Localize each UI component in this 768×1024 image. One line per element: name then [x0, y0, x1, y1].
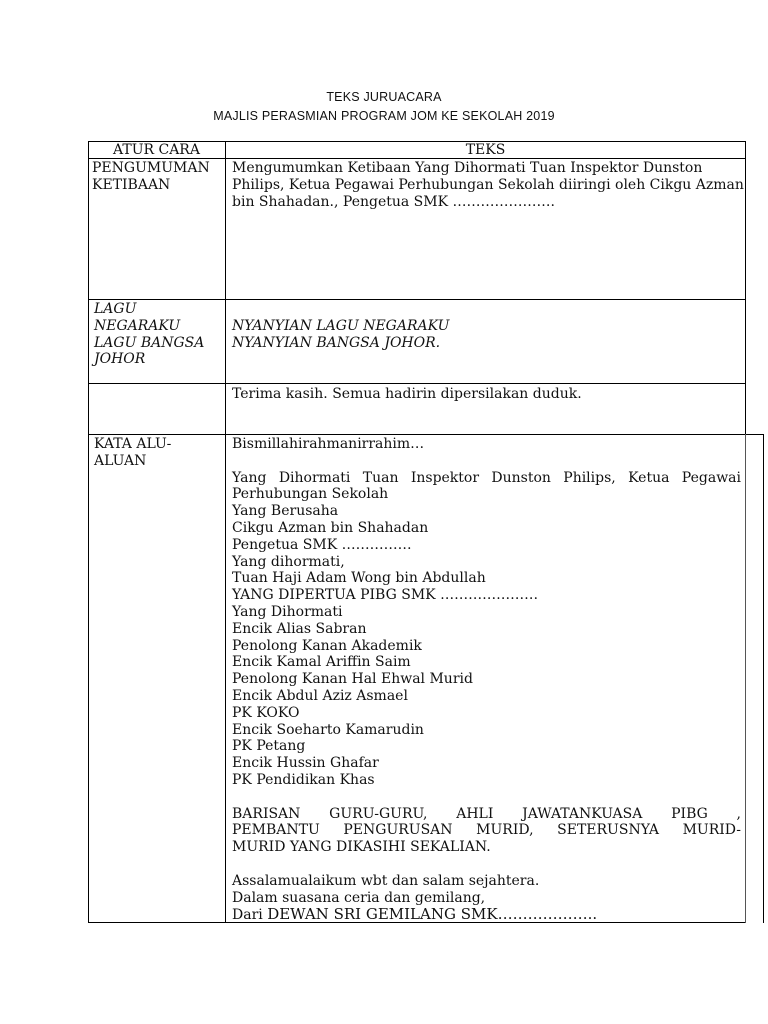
row2-atur-cara: LAGU NEGARAKU LAGU BANGSA JOHOR — [94, 301, 205, 368]
closing-lines: Assalamualaikum wbt dan salam sejahtera. Dalam suasana ceria dan gemilang, — [232, 872, 540, 906]
document-subtitle: MAJLIS PERASMIAN PROGRAM JOM KE SEKOLAH 2019 — [213, 109, 555, 123]
row1-teks: Mengumumkan Ketibaan Yang Dihormati Tuan Inspektor Dunston Philips, Ketua Pegawai Perhubungan Sekolah diiringi oleh Cikgu Azman bin Shahadan., Pengetua SMK …………………. — [232, 160, 744, 210]
row2-teks: NYANYIAN LAGU NEGARAKU NYANYIAN BANGSA JOHOR. — [232, 318, 450, 351]
document-title: TEKS JURUACARA — [326, 90, 442, 104]
greeting-list: Perhubungan Sekolah Yang Berusaha Cikgu Azman bin Shahadan Pengetua SMK …………… Yang dihormati, Tuan Haji Adam Wong bin Abdullah YANG DIPERTUA PIBG SMK ………………… Yang Dihormati Encik Alias Sabran Penolong Kanan Akademik Encik Kamal Ariffin Saim Penolong Kanan Hal Ehwal Murid Encik Abdul Aziz Asmael PK KOKO Encik Soeharto Kamarudin PK Petang Encik Hussin Ghafar PK Pendidikan Khas — [232, 486, 539, 788]
final-line: Dari DEWAN SRI GEMILANG SMK……………….. — [232, 905, 598, 924]
venue-name: DEWAN SRI GEMILANG SMK……………….. — [267, 905, 598, 924]
greeting-line: Yang Dihormati Tuan Inspektor Dunston Philips, Ketua Pegawai — [232, 469, 741, 486]
row1-atur-cara: PENGUMUMAN KETIBAAN — [92, 160, 210, 193]
barisan-paragraph: BARISAN GURU-GURU, AHLI JAWATANKUASA PIBG , PEMBANTU PENGURUSAN MURID, SETERUSNYA MURID- MURID YANG DIKASIHI SEKALIAN. — [232, 805, 741, 856]
row4-teks — [232, 436, 741, 924]
opening-text: Bismillahirahmanirrahim… — [232, 436, 425, 452]
row4-atur-cara: KATA ALU- ALUAN — [94, 436, 172, 469]
row3-teks: Terima kasih. Semua hadirin dipersilakan duduk. — [232, 386, 582, 402]
column-header-atur-cara: ATUR CARA — [113, 142, 200, 158]
column-header-teks: TEKS — [465, 142, 506, 158]
